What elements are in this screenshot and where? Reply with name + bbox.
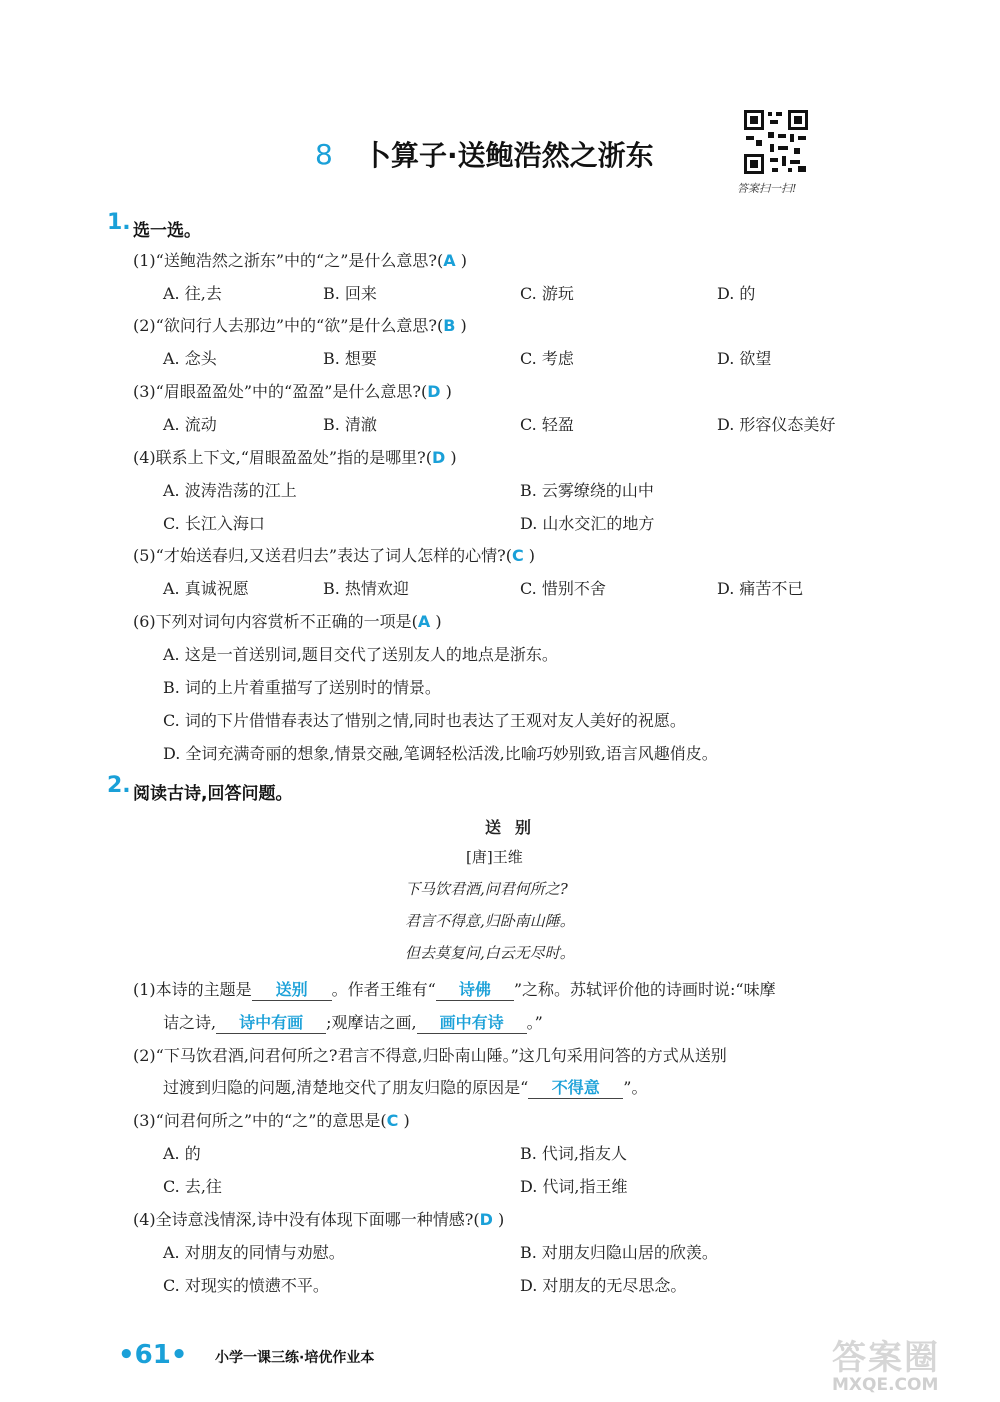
question-text: 过渡到归隐的问题,清楚地交代了朋友归隐的原因是“: [163, 1078, 529, 1097]
option: A. 的: [163, 1144, 201, 1163]
poem-author: [唐]王维: [466, 848, 523, 866]
question-text: (1)“送鲍浩然之浙东”中的“之”是什么意思?(: [133, 251, 444, 270]
option: B. 回来: [323, 284, 377, 303]
answer: D: [431, 448, 446, 467]
option: B. 清澈: [323, 415, 377, 434]
answer: C: [386, 1111, 399, 1130]
answer: D: [479, 1210, 493, 1229]
question: [133, 1108, 410, 1131]
option: D. 全词充满奇丽的想象,情景交融,笔调轻松活泼,比喻巧妙别致,语言风趣俏皮。: [163, 744, 718, 763]
question: [133, 543, 535, 566]
option: D. 山水交汇的地方: [520, 514, 655, 533]
option: A. 这是一首送别词,题目交代了送别友人的地点是浙东。: [163, 645, 558, 664]
option: B. 词的上片着重描写了送别时的情景。: [163, 678, 441, 697]
option: B. 云雾缭绕的山中: [520, 481, 654, 500]
section-number: 1.: [107, 210, 131, 235]
question-text: (4)全诗意浅情深,诗中没有体现下面哪一种情感?(: [133, 1210, 480, 1229]
answer: A: [443, 251, 456, 270]
option: C. 游玩: [520, 284, 574, 303]
option: C. 对现实的愤懑不平。: [163, 1276, 329, 1295]
question: [133, 313, 467, 336]
question-text: (1)本诗的主题是: [133, 980, 252, 999]
question-text: (2)“欲问行人去那边”中的“欲”是什么意思?(: [133, 316, 444, 335]
fill-question-continued: [163, 1075, 647, 1099]
option: C. 考虑: [520, 349, 574, 368]
option: D. 代词,指王维: [520, 1177, 628, 1196]
option: A. 真诚祝愿: [163, 579, 249, 598]
question-text: ;观摩诘之画,: [326, 1013, 417, 1032]
question-suffix: ): [435, 612, 442, 631]
question-suffix: ): [445, 382, 452, 401]
option: B. 对朋友归隐山居的欣羡。: [520, 1243, 718, 1262]
question-suffix: ): [403, 1111, 410, 1130]
option: C. 轻盈: [520, 415, 574, 434]
poem-title: 送别: [485, 818, 546, 837]
question-suffix: ): [450, 448, 457, 467]
answer-blank: 画中有诗: [417, 1010, 527, 1034]
answer-blank: 诗中有画: [216, 1010, 326, 1034]
question: [133, 379, 452, 402]
qr-code-icon[interactable]: [742, 108, 810, 176]
question-text: (3)“眉眼盈盈处”中的“盈盈”是什么意思?(: [133, 382, 428, 401]
question-text: ”。: [623, 1078, 648, 1097]
question-text: (6)下列对词句内容赏析不正确的一项是(: [133, 612, 418, 631]
answer-blank: 诗佛: [436, 977, 514, 1001]
answer: D: [427, 382, 441, 401]
question-text: 。”: [526, 1013, 543, 1032]
section-title: 选一选。: [133, 221, 201, 241]
option: D. 痛苦不已: [717, 579, 804, 598]
option: D. 的: [717, 284, 756, 303]
watermark-url: MXQE.COM: [832, 1375, 939, 1395]
qr-caption: 答案扫一扫!: [737, 182, 797, 195]
answer-blank: 送别: [252, 977, 332, 1001]
question: [133, 248, 467, 271]
question-text: 。作者王维有“: [331, 980, 436, 999]
option: A. 往,去: [163, 284, 222, 303]
poem-line: 但去莫复问,白云无尽时。: [405, 944, 575, 962]
option: A. 对朋友的同情与劝慰。: [163, 1243, 345, 1262]
answer: A: [417, 612, 431, 631]
question-text: (3)“问君何所之”中的“之”的意思是(: [133, 1111, 387, 1130]
question-suffix: ): [528, 546, 536, 565]
fill-question: [133, 977, 776, 1001]
option: A. 波涛浩荡的江上: [163, 481, 297, 500]
section-number: 2.: [107, 773, 131, 798]
question-text: 诘之诗,: [163, 1013, 217, 1032]
page-number: •61•: [118, 1340, 188, 1370]
watermark-logo: [832, 1330, 982, 1395]
option: A. 念头: [163, 349, 217, 368]
option: D. 欲望: [717, 349, 772, 368]
section-title: 阅读古诗,回答问题。: [133, 784, 293, 804]
poem-line: 君言不得意,归卧南山陲。: [405, 912, 575, 930]
question: [133, 445, 457, 468]
question-suffix: ): [460, 251, 467, 270]
option: C. 词的下片借惜春表达了惜别之情,同时也表达了王观对友人美好的祝愿。: [163, 711, 686, 730]
question: [133, 609, 442, 632]
question-text: ”之称。苏轼评价他的诗画时说:“味摩: [513, 980, 776, 999]
lesson-number: 8: [315, 138, 333, 171]
question-suffix: ): [460, 316, 467, 335]
book-title: 小学一课三练·培优作业本: [215, 1350, 375, 1366]
answer-blank: 不得意: [528, 1075, 623, 1099]
answer: C: [511, 546, 524, 565]
answer: B: [443, 316, 456, 335]
question: (2)“下马饮君酒,问君何所之?君言不得意,归卧南山陲。”这几句采用问答的方式从送别: [133, 1046, 727, 1065]
question-text: (4)联系上下文,“眉眼盈盈处”指的是哪里?(: [133, 448, 432, 467]
option: B. 代词,指友人: [520, 1144, 628, 1163]
option: A. 流动: [163, 415, 217, 434]
option: B. 想要: [323, 349, 377, 368]
option: B. 热情欢迎: [323, 579, 409, 598]
watermark-text: 答案圈: [832, 1338, 940, 1378]
question-suffix: ): [497, 1210, 505, 1229]
option: C. 长江入海口: [163, 514, 265, 533]
option: D. 形容仪态美好: [717, 415, 836, 434]
poem-line: 下马饮君酒,问君何所之?: [405, 880, 568, 898]
question: [133, 1207, 504, 1230]
fill-question-continued: [163, 1010, 543, 1034]
option: C. 惜别不舍: [520, 579, 606, 598]
option: C. 去,往: [163, 1177, 222, 1196]
page-title: 卜算子·送鲍浩然之浙东: [363, 139, 654, 172]
question-text: (5)“才始送春归,又送君归去”表达了词人怎样的心情?(: [133, 546, 512, 565]
option: D. 对朋友的无尽思念。: [520, 1276, 687, 1295]
